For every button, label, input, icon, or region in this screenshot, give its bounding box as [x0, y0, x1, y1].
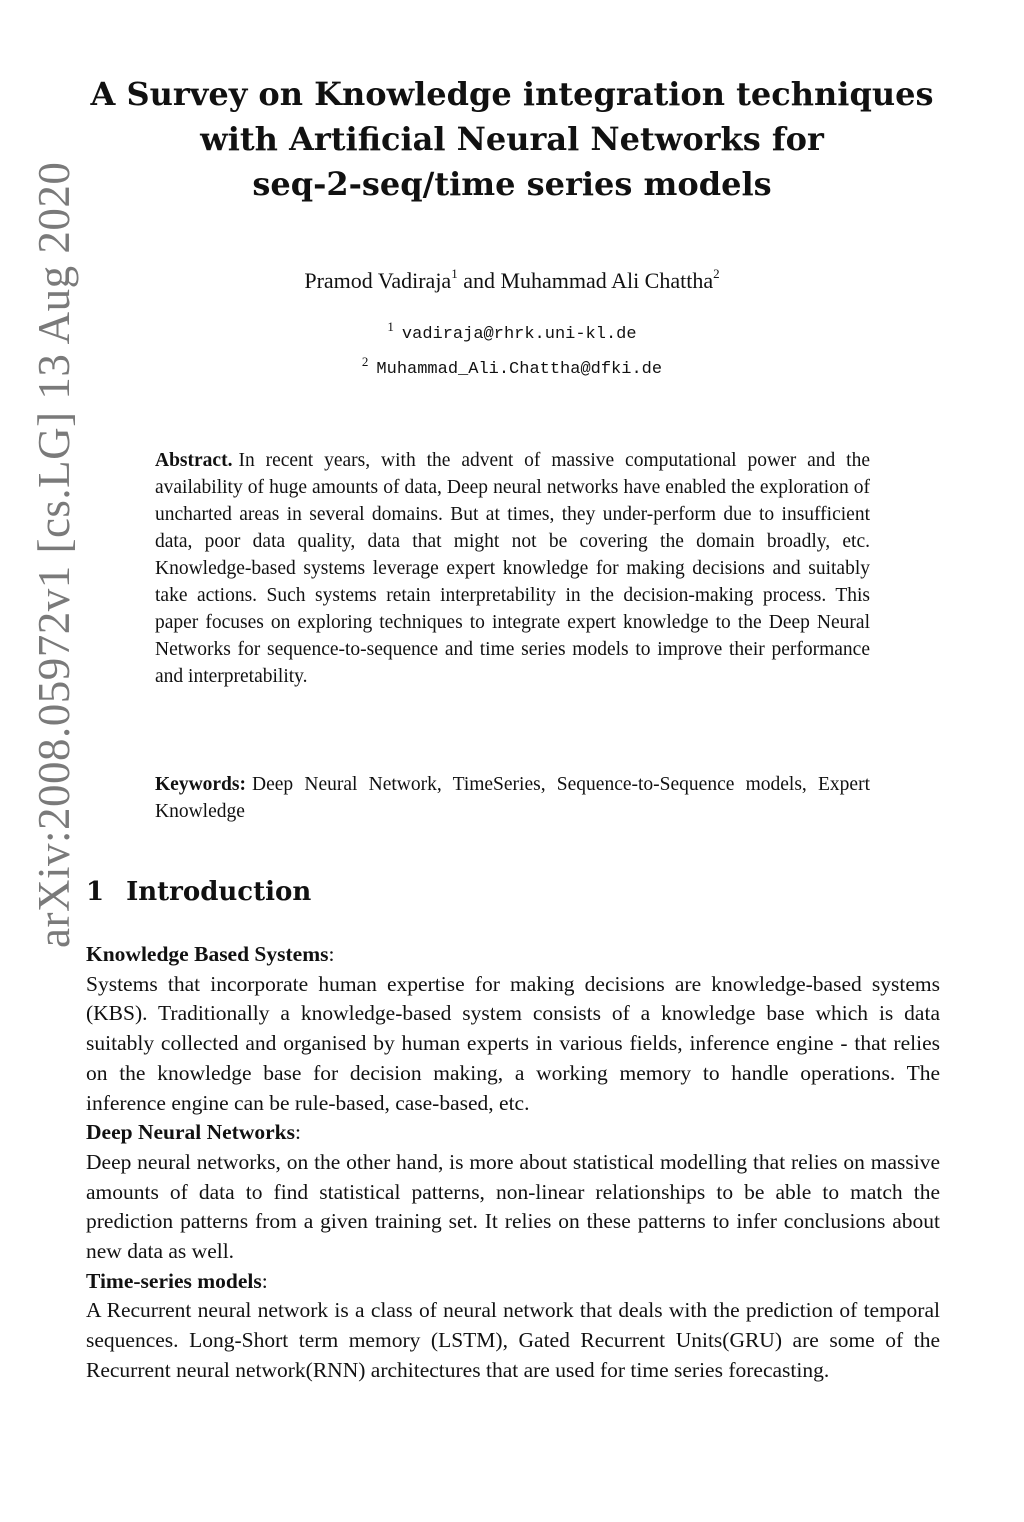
keywords-label: Keywords: — [155, 774, 246, 795]
section-body — [86, 940, 940, 1386]
keywords-text: Deep Neural Network, TimeSeries, Sequence-to-Sequence models, Expert Knowledge — [155, 774, 870, 822]
affiliation-item — [90, 348, 934, 383]
paragraph: Systems that incorporate human expertise for making decisions are knowledge-based systems (KBS). Traditionally a knowledge-based system consists of a knowledge base which is data suitably collected and organised by human experts in various fields, inference engine - that relies on the knowledge base for decision making, a working memory to handle operations. The inference engine can be rule-based, case-based, etc. — [86, 971, 940, 1115]
author-conjunction: and — [463, 268, 495, 293]
subsection — [86, 1118, 940, 1267]
affiliation-index: 2 — [361, 354, 369, 369]
heading-colon: : — [328, 942, 335, 966]
abstract-text: In recent years, with the advent of massive computational power and the availability of huge amounts of data, Deep neural networks have enabled the exploration of uncharted areas in several domains. But at times, they under-perform due to insufficient data, poor data quality, data that might not be covering the domain broadly, etc. Knowledge-based systems leverage expert knowledge for making decisions and suitably take actions. Such systems retain interpretability in the decision-making process. This paper focuses on exploring techniques to integrate expert knowledge to the Deep Neural Networks for sequence-to-sequence and time series models to improve their performance and interpretability. — [155, 450, 870, 687]
subsection-heading — [86, 1118, 940, 1148]
author-list — [90, 259, 934, 296]
subsection-heading-text: Deep Neural Networks — [86, 1120, 295, 1145]
affiliation-mark: 2 — [713, 266, 720, 281]
author-name: Muhammad Ali Chattha — [500, 268, 714, 293]
section-title: Introduction — [126, 877, 312, 907]
paragraph: Deep neural networks, on the other hand, is more about statistical modelling that relies on massive amounts of data to find statistical patterns, non-linear relationships to be able to match the prediction patterns from a given training set. It relies on these patterns to infer conclusions about new data as well. — [86, 1149, 940, 1264]
abstract — [155, 447, 870, 690]
subsection-heading-text: Knowledge Based Systems — [86, 942, 329, 966]
arxiv-identifier: arXiv:2008.05972v1 [cs.LG] 13 Aug 2020 — [29, 161, 79, 948]
abstract-label: Abstract. — [155, 450, 233, 471]
subsection-heading — [86, 940, 940, 970]
subsection-heading — [86, 1267, 940, 1297]
paragraph: A Recurrent neural network is a class of neural network that deals with the prediction of temporal sequences. Long-Short term memory (LSTM), Gated Recurrent Units(GRU) are some of the Recurrent neural network(RNN) architectures that are used for time series forecasting. — [86, 1298, 940, 1382]
keywords — [155, 771, 870, 825]
subsection-heading-text: Time-series models — [86, 1268, 262, 1293]
title-line-1: A Survey on Knowledge integration techniques — [90, 75, 934, 113]
title-line-3: seq-2-seq/time series models — [252, 165, 772, 203]
subsection — [86, 940, 940, 1118]
affiliation-index: 1 — [387, 319, 394, 334]
author-email: vadiraja@rhrk.uni-kl.de — [401, 325, 637, 344]
section-heading — [86, 874, 311, 910]
section-number: 1 — [86, 877, 105, 907]
title-line-2: with Artificial Neural Networks for — [200, 120, 824, 158]
subsection — [86, 1267, 940, 1386]
affiliation-item — [90, 313, 934, 348]
affiliation-mark: 1 — [451, 266, 458, 281]
author-email: Muhammad_Ali.Chattha@dfki.de — [376, 360, 663, 379]
heading-colon: : — [295, 1120, 301, 1145]
author-name: Pramod Vadiraja — [304, 268, 452, 293]
paper-title — [90, 72, 934, 207]
affiliation-list — [90, 313, 934, 383]
heading-colon: : — [261, 1268, 268, 1293]
